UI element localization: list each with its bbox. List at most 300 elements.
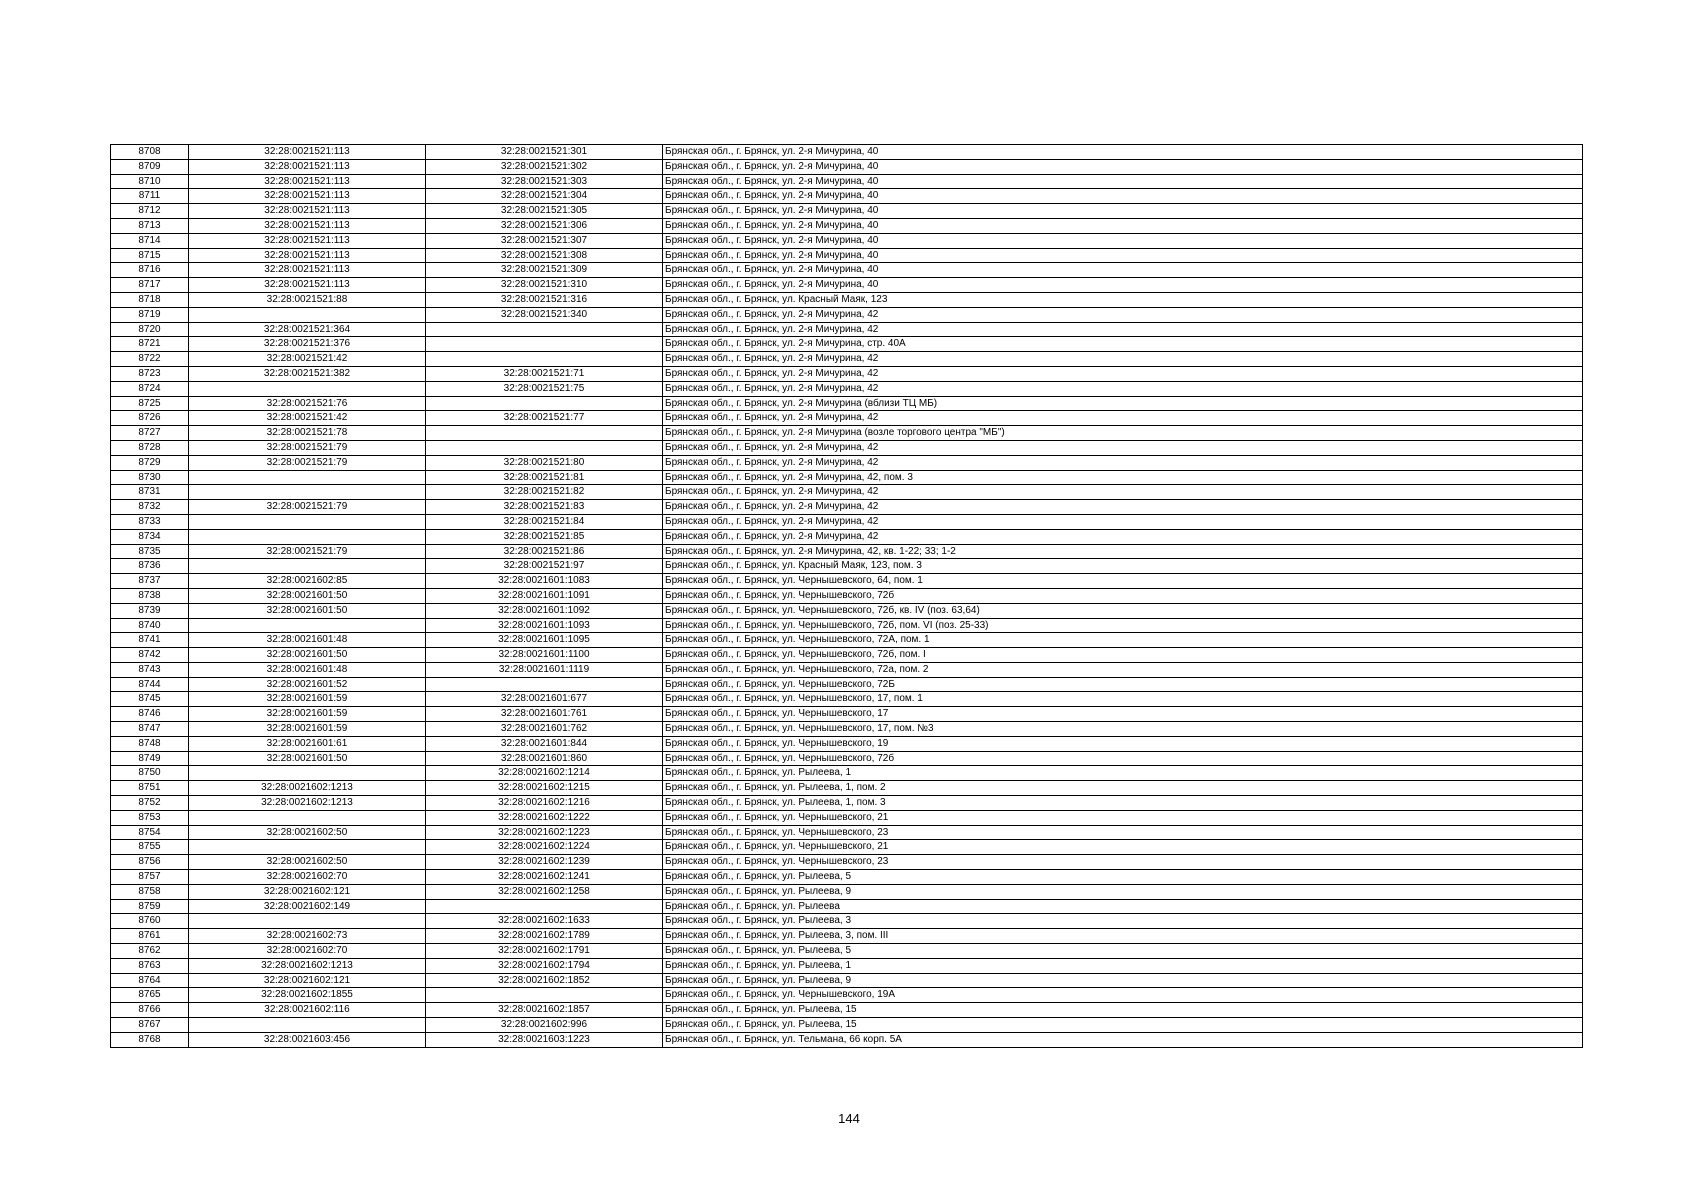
object-cadastral-number-cell: 32:28:0021602:1789 [426,929,663,944]
table-row [111,248,1583,263]
parcel-cadastral-number-cell: 32:28:0021602:121 [189,884,426,899]
table-row [111,218,1583,233]
object-cadastral-number-cell: 32:28:0021521:309 [426,263,663,278]
row-number-cell: 8724 [111,381,189,396]
parcel-cadastral-number-cell: 32:28:0021602:70 [189,870,426,885]
table-row [111,529,1583,544]
address-cell: Брянская обл., г. Брянск, ул. Красный Маяк, 123, пом. 3 [663,559,1583,574]
table-row [111,426,1583,441]
row-number-cell: 8768 [111,1032,189,1047]
object-cadastral-number-cell: 32:28:0021602:1241 [426,870,663,885]
row-number-cell: 8713 [111,218,189,233]
object-cadastral-number-cell [426,988,663,1003]
parcel-cadastral-number-cell [189,307,426,322]
address-cell: Брянская обл., г. Брянск, ул. Чернышевского, 19 [663,736,1583,751]
object-cadastral-number-cell: 32:28:0021521:306 [426,218,663,233]
parcel-cadastral-number-cell: 32:28:0021521:376 [189,337,426,352]
row-number-cell: 8717 [111,278,189,293]
table-row [111,366,1583,381]
parcel-cadastral-number-cell: 32:28:0021601:50 [189,588,426,603]
object-cadastral-number-cell: 32:28:0021521:340 [426,307,663,322]
row-number-cell: 8721 [111,337,189,352]
row-number-cell: 8725 [111,396,189,411]
parcel-cadastral-number-cell: 32:28:0021601:50 [189,751,426,766]
address-cell: Брянская обл., г. Брянск, ул. Чернышевского, 72Б [663,677,1583,692]
object-cadastral-number-cell: 32:28:0021602:1223 [426,825,663,840]
object-cadastral-number-cell: 32:28:0021521:316 [426,292,663,307]
object-cadastral-number-cell: 32:28:0021521:83 [426,500,663,515]
address-cell: Брянская обл., г. Брянск, ул. 2-я Мичурина, 42 [663,529,1583,544]
parcel-cadastral-number-cell: 32:28:0021602:70 [189,944,426,959]
parcel-cadastral-number-cell: 32:28:0021521:42 [189,411,426,426]
parcel-cadastral-number-cell: 32:28:0021602:1213 [189,958,426,973]
row-number-cell: 8712 [111,204,189,219]
parcel-cadastral-number-cell [189,559,426,574]
table-row [111,455,1583,470]
object-cadastral-number-cell: 32:28:0021521:97 [426,559,663,574]
table-row [111,588,1583,603]
object-cadastral-number-cell: 32:28:0021602:1224 [426,840,663,855]
object-cadastral-number-cell: 32:28:0021602:1857 [426,1003,663,1018]
address-cell: Брянская обл., г. Брянск, ул. 2-я Мичурина, 42 [663,352,1583,367]
address-cell: Брянская обл., г. Брянск, ул. Рылеева, 1 [663,766,1583,781]
parcel-cadastral-number-cell: 32:28:0021602:73 [189,929,426,944]
row-number-cell: 8760 [111,914,189,929]
object-cadastral-number-cell: 32:28:0021602:1633 [426,914,663,929]
address-cell: Брянская обл., г. Брянск, ул. 2-я Мичурина, 42 [663,366,1583,381]
row-number-cell: 8719 [111,307,189,322]
row-number-cell: 8740 [111,618,189,633]
object-cadastral-number-cell: 32:28:0021602:1258 [426,884,663,899]
parcel-cadastral-number-cell: 32:28:0021521:382 [189,366,426,381]
object-cadastral-number-cell [426,322,663,337]
object-cadastral-number-cell: 32:28:0021602:1239 [426,855,663,870]
object-cadastral-number-cell: 32:28:0021601:844 [426,736,663,751]
table-row [111,722,1583,737]
parcel-cadastral-number-cell: 32:28:0021521:113 [189,278,426,293]
table-row [111,707,1583,722]
row-number-cell: 8745 [111,692,189,707]
address-cell: Брянская обл., г. Брянск, ул. 2-я Мичурина, 40 [663,278,1583,293]
object-cadastral-number-cell: 32:28:0021521:77 [426,411,663,426]
parcel-cadastral-number-cell: 32:28:0021521:88 [189,292,426,307]
row-number-cell: 8728 [111,440,189,455]
object-cadastral-number-cell: 32:28:0021521:81 [426,470,663,485]
address-cell: Брянская обл., г. Брянск, ул. 2-я Мичурина, 42, кв. 1-22; 33; 1-2 [663,544,1583,559]
object-cadastral-number-cell: 32:28:0021521:307 [426,233,663,248]
parcel-cadastral-number-cell: 32:28:0021521:113 [189,174,426,189]
object-cadastral-number-cell [426,426,663,441]
table-row [111,381,1583,396]
table-row [111,796,1583,811]
object-cadastral-number-cell: 32:28:0021521:303 [426,174,663,189]
row-number-cell: 8767 [111,1018,189,1033]
object-cadastral-number-cell: 32:28:0021521:86 [426,544,663,559]
row-number-cell: 8739 [111,603,189,618]
parcel-cadastral-number-cell [189,840,426,855]
row-number-cell: 8731 [111,485,189,500]
table-row [111,633,1583,648]
address-cell: Брянская обл., г. Брянск, ул. 2-я Мичурина, 42 [663,455,1583,470]
address-cell: Брянская обл., г. Брянск, ул. 2-я Мичурина, 42 [663,381,1583,396]
table-row [111,307,1583,322]
address-cell: Брянская обл., г. Брянск, ул. Рылеева, 5 [663,870,1583,885]
row-number-cell: 8727 [111,426,189,441]
object-cadastral-number-cell: 32:28:0021603:1223 [426,1032,663,1047]
address-cell: Брянская обл., г. Брянск, ул. Чернышевского, 21 [663,810,1583,825]
parcel-cadastral-number-cell: 32:28:0021521:113 [189,159,426,174]
parcel-cadastral-number-cell: 32:28:0021521:113 [189,218,426,233]
table-row [111,189,1583,204]
object-cadastral-number-cell: 32:28:0021602:1214 [426,766,663,781]
row-number-cell: 8754 [111,825,189,840]
parcel-cadastral-number-cell [189,618,426,633]
object-cadastral-number-cell: 32:28:0021601:1092 [426,603,663,618]
table-row [111,662,1583,677]
table-row [111,500,1583,515]
object-cadastral-number-cell: 32:28:0021521:75 [426,381,663,396]
object-cadastral-number-cell: 32:28:0021521:82 [426,485,663,500]
table-row [111,944,1583,959]
parcel-cadastral-number-cell: 32:28:0021602:149 [189,899,426,914]
table-row [111,677,1583,692]
object-cadastral-number-cell [426,352,663,367]
table-row [111,914,1583,929]
table-row [111,899,1583,914]
address-cell: Брянская обл., г. Брянск, ул. Чернышевского, 23 [663,855,1583,870]
table-row [111,810,1583,825]
object-cadastral-number-cell: 32:28:0021521:85 [426,529,663,544]
address-cell: Брянская обл., г. Брянск, ул. Рылеева, 3, пом. III [663,929,1583,944]
row-number-cell: 8736 [111,559,189,574]
object-cadastral-number-cell: 32:28:0021521:308 [426,248,663,263]
row-number-cell: 8734 [111,529,189,544]
object-cadastral-number-cell [426,396,663,411]
row-number-cell: 8746 [111,707,189,722]
table-row [111,603,1583,618]
address-cell: Брянская обл., г. Брянск, ул. Чернышевского, 72б, кв. IV (поз. 63,64) [663,603,1583,618]
parcel-cadastral-number-cell: 32:28:0021601:61 [189,736,426,751]
address-cell: Брянская обл., г. Брянск, ул. Рылеева, 3 [663,914,1583,929]
table-row [111,485,1583,500]
object-cadastral-number-cell: 32:28:0021601:1095 [426,633,663,648]
parcel-cadastral-number-cell: 32:28:0021521:79 [189,455,426,470]
object-cadastral-number-cell: 32:28:0021602:1216 [426,796,663,811]
address-cell: Брянская обл., г. Брянск, ул. Рылеева, 1 [663,958,1583,973]
parcel-cadastral-number-cell [189,914,426,929]
row-number-cell: 8759 [111,899,189,914]
table-row [111,692,1583,707]
address-cell: Брянская обл., г. Брянск, ул. 2-я Мичурина, 42 [663,307,1583,322]
address-cell: Брянская обл., г. Брянск, ул. Чернышевского, 72а, пом. 2 [663,662,1583,677]
parcel-cadastral-number-cell [189,470,426,485]
object-cadastral-number-cell: 32:28:0021602:1222 [426,810,663,825]
parcel-cadastral-number-cell: 32:28:0021521:42 [189,352,426,367]
row-number-cell: 8764 [111,973,189,988]
table-row [111,855,1583,870]
object-cadastral-number-cell: 32:28:0021601:1093 [426,618,663,633]
table-row [111,440,1583,455]
table-row [111,840,1583,855]
table-row [111,618,1583,633]
parcel-cadastral-number-cell [189,766,426,781]
object-cadastral-number-cell: 32:28:0021602:996 [426,1018,663,1033]
table-row [111,204,1583,219]
object-cadastral-number-cell: 32:28:0021602:1791 [426,944,663,959]
object-cadastral-number-cell: 32:28:0021601:1119 [426,662,663,677]
row-number-cell: 8756 [111,855,189,870]
address-cell: Брянская обл., г. Брянск, ул. 2-я Мичурина, 40 [663,218,1583,233]
address-cell: Брянская обл., г. Брянск, ул. 2-я Мичурина, 42 [663,411,1583,426]
parcel-cadastral-number-cell: 32:28:0021601:59 [189,692,426,707]
parcel-cadastral-number-cell: 32:28:0021601:48 [189,662,426,677]
address-cell: Брянская обл., г. Брянск, ул. Рылеева, 1, пом. 2 [663,781,1583,796]
object-cadastral-number-cell: 32:28:0021521:71 [426,366,663,381]
address-cell: Брянская обл., г. Брянск, ул. Красный Маяк, 123 [663,292,1583,307]
object-cadastral-number-cell [426,899,663,914]
address-cell: Брянская обл., г. Брянск, ул. 2-я Мичурина, стр. 40А [663,337,1583,352]
address-cell: Брянская обл., г. Брянск, ул. 2-я Мичурина, 40 [663,159,1583,174]
row-number-cell: 8743 [111,662,189,677]
row-number-cell: 8729 [111,455,189,470]
parcel-cadastral-number-cell: 32:28:0021601:48 [189,633,426,648]
row-number-cell: 8738 [111,588,189,603]
object-cadastral-number-cell: 32:28:0021521:84 [426,514,663,529]
parcel-cadastral-number-cell: 32:28:0021602:50 [189,825,426,840]
address-cell: Брянская обл., г. Брянск, ул. Чернышевского, 21 [663,840,1583,855]
parcel-cadastral-number-cell: 32:28:0021601:59 [189,722,426,737]
parcel-cadastral-number-cell: 32:28:0021521:76 [189,396,426,411]
address-cell: Брянская обл., г. Брянск, ул. Чернышевского, 17, пом. №3 [663,722,1583,737]
table-row [111,1003,1583,1018]
object-cadastral-number-cell: 32:28:0021521:310 [426,278,663,293]
parcel-cadastral-number-cell [189,529,426,544]
parcel-cadastral-number-cell [189,1018,426,1033]
table-row [111,322,1583,337]
address-cell: Брянская обл., г. Брянск, ул. Чернышевского, 64, пом. 1 [663,574,1583,589]
row-number-cell: 8752 [111,796,189,811]
row-number-cell: 8747 [111,722,189,737]
row-number-cell: 8750 [111,766,189,781]
registry-table-body [111,145,1583,1048]
parcel-cadastral-number-cell: 32:28:0021602:85 [189,574,426,589]
parcel-cadastral-number-cell: 32:28:0021521:79 [189,500,426,515]
parcel-cadastral-number-cell [189,485,426,500]
row-number-cell: 8757 [111,870,189,885]
row-number-cell: 8741 [111,633,189,648]
row-number-cell: 8711 [111,189,189,204]
parcel-cadastral-number-cell: 32:28:0021521:113 [189,145,426,160]
object-cadastral-number-cell: 32:28:0021601:762 [426,722,663,737]
object-cadastral-number-cell [426,440,663,455]
table-row [111,988,1583,1003]
row-number-cell: 8766 [111,1003,189,1018]
parcel-cadastral-number-cell: 32:28:0021602:121 [189,973,426,988]
object-cadastral-number-cell: 32:28:0021521:302 [426,159,663,174]
object-cadastral-number-cell: 32:28:0021521:305 [426,204,663,219]
parcel-cadastral-number-cell: 32:28:0021601:52 [189,677,426,692]
table-row [111,396,1583,411]
object-cadastral-number-cell: 32:28:0021601:860 [426,751,663,766]
address-cell: Брянская обл., г. Брянск, ул. Чернышевского, 72б [663,588,1583,603]
row-number-cell: 8762 [111,944,189,959]
object-cadastral-number-cell: 32:28:0021601:1100 [426,648,663,663]
row-number-cell: 8723 [111,366,189,381]
table-row [111,263,1583,278]
table-row [111,1032,1583,1047]
address-cell: Брянская обл., г. Брянск, ул. 2-я Мичурина, 40 [663,145,1583,160]
table-row [111,278,1583,293]
row-number-cell: 8722 [111,352,189,367]
row-number-cell: 8709 [111,159,189,174]
parcel-cadastral-number-cell [189,381,426,396]
parcel-cadastral-number-cell: 32:28:0021521:113 [189,263,426,278]
address-cell: Брянская обл., г. Брянск, ул. Рылеева, 9 [663,884,1583,899]
object-cadastral-number-cell: 32:28:0021601:1091 [426,588,663,603]
parcel-cadastral-number-cell: 32:28:0021521:113 [189,189,426,204]
address-cell: Брянская обл., г. Брянск, ул. Рылеева, 9 [663,973,1583,988]
object-cadastral-number-cell: 32:28:0021602:1794 [426,958,663,973]
object-cadastral-number-cell: 32:28:0021601:1083 [426,574,663,589]
table-row [111,514,1583,529]
address-cell: Брянская обл., г. Брянск, ул. Чернышевского, 72б, пом. I [663,648,1583,663]
table-row [111,544,1583,559]
parcel-cadastral-number-cell: 32:28:0021601:59 [189,707,426,722]
parcel-cadastral-number-cell: 32:28:0021521:113 [189,204,426,219]
object-cadastral-number-cell [426,337,663,352]
address-cell: Брянская обл., г. Брянск, ул. Рылеева, 15 [663,1018,1583,1033]
address-cell: Брянская обл., г. Брянск, ул. Рылеева, 5 [663,944,1583,959]
table-row [111,292,1583,307]
parcel-cadastral-number-cell: 32:28:0021521:78 [189,426,426,441]
table-row [111,781,1583,796]
address-cell: Брянская обл., г. Брянск, ул. 2-я Мичурина, 40 [663,233,1583,248]
parcel-cadastral-number-cell [189,514,426,529]
parcel-cadastral-number-cell [189,810,426,825]
row-number-cell: 8733 [111,514,189,529]
address-cell: Брянская обл., г. Брянск, ул. Рылеева [663,899,1583,914]
address-cell: Брянская обл., г. Брянск, ул. 2-я Мичурина, 42 [663,485,1583,500]
address-cell: Брянская обл., г. Брянск, ул. Рылеева, 1, пом. 3 [663,796,1583,811]
row-number-cell: 8715 [111,248,189,263]
table-row [111,337,1583,352]
row-number-cell: 8765 [111,988,189,1003]
address-cell: Брянская обл., г. Брянск, ул. 2-я Мичурина, 42 [663,322,1583,337]
table-row [111,470,1583,485]
row-number-cell: 8714 [111,233,189,248]
parcel-cadastral-number-cell: 32:28:0021601:50 [189,603,426,618]
address-cell: Брянская обл., г. Брянск, ул. Чернышевского, 19А [663,988,1583,1003]
parcel-cadastral-number-cell: 32:28:0021602:1855 [189,988,426,1003]
table-row [111,884,1583,899]
table-row [111,411,1583,426]
address-cell: Брянская обл., г. Брянск, ул. 2-я Мичурина, 40 [663,248,1583,263]
table-row [111,736,1583,751]
row-number-cell: 8737 [111,574,189,589]
address-cell: Брянская обл., г. Брянск, ул. Чернышевского, 72б, пом. VI (поз. 25-33) [663,618,1583,633]
address-cell: Брянская обл., г. Брянск, ул. Чернышевского, 72б [663,751,1583,766]
table-row [111,559,1583,574]
object-cadastral-number-cell: 32:28:0021601:677 [426,692,663,707]
row-number-cell: 8735 [111,544,189,559]
address-cell: Брянская обл., г. Брянск, ул. Чернышевского, 72А, пом. 1 [663,633,1583,648]
row-number-cell: 8708 [111,145,189,160]
row-number-cell: 8758 [111,884,189,899]
address-cell: Брянская обл., г. Брянск, ул. 2-я Мичурина, 40 [663,204,1583,219]
table-row [111,159,1583,174]
table-row [111,870,1583,885]
table-row [111,766,1583,781]
table-row [111,233,1583,248]
row-number-cell: 8749 [111,751,189,766]
row-number-cell: 8716 [111,263,189,278]
row-number-cell: 8730 [111,470,189,485]
row-number-cell: 8710 [111,174,189,189]
parcel-cadastral-number-cell: 32:28:0021521:364 [189,322,426,337]
address-cell: Брянская обл., г. Брянск, ул. Тельмана, 66 корп. 5А [663,1032,1583,1047]
object-cadastral-number-cell: 32:28:0021602:1852 [426,973,663,988]
table-row [111,574,1583,589]
row-number-cell: 8744 [111,677,189,692]
row-number-cell: 8718 [111,292,189,307]
object-cadastral-number-cell: 32:28:0021601:761 [426,707,663,722]
parcel-cadastral-number-cell: 32:28:0021602:116 [189,1003,426,1018]
address-cell: Брянская обл., г. Брянск, ул. 2-я Мичурина, 40 [663,174,1583,189]
row-number-cell: 8753 [111,810,189,825]
address-cell: Брянская обл., г. Брянск, ул. 2-я Мичурина (возле торгового центра "МБ") [663,426,1583,441]
row-number-cell: 8732 [111,500,189,515]
table-row [111,174,1583,189]
row-number-cell: 8742 [111,648,189,663]
address-cell: Брянская обл., г. Брянск, ул. 2-я Мичурина, 40 [663,189,1583,204]
registry-table [110,144,1583,1048]
parcel-cadastral-number-cell: 32:28:0021521:79 [189,440,426,455]
object-cadastral-number-cell: 32:28:0021521:304 [426,189,663,204]
address-cell: Брянская обл., г. Брянск, ул. 2-я Мичурина (вблизи ТЦ МБ) [663,396,1583,411]
object-cadastral-number-cell: 32:28:0021521:301 [426,145,663,160]
address-cell: Брянская обл., г. Брянск, ул. 2-я Мичурина, 42 [663,440,1583,455]
address-cell: Брянская обл., г. Брянск, ул. 2-я Мичурина, 42, пом. 3 [663,470,1583,485]
parcel-cadastral-number-cell: 32:28:0021603:456 [189,1032,426,1047]
parcel-cadastral-number-cell: 32:28:0021521:113 [189,248,426,263]
row-number-cell: 8763 [111,958,189,973]
object-cadastral-number-cell [426,677,663,692]
address-cell: Брянская обл., г. Брянск, ул. Чернышевского, 17 [663,707,1583,722]
parcel-cadastral-number-cell: 32:28:0021601:50 [189,648,426,663]
parcel-cadastral-number-cell: 32:28:0021602:50 [189,855,426,870]
table-row [111,929,1583,944]
address-cell: Брянская обл., г. Брянск, ул. Чернышевского, 23 [663,825,1583,840]
table-row [111,352,1583,367]
parcel-cadastral-number-cell: 32:28:0021602:1213 [189,796,426,811]
address-cell: Брянская обл., г. Брянск, ул. Чернышевского, 17, пом. 1 [663,692,1583,707]
address-cell: Брянская обл., г. Брянск, ул. Рылеева, 15 [663,1003,1583,1018]
row-number-cell: 8755 [111,840,189,855]
row-number-cell: 8748 [111,736,189,751]
table-row [111,973,1583,988]
table-row [111,825,1583,840]
row-number-cell: 8751 [111,781,189,796]
object-cadastral-number-cell: 32:28:0021521:80 [426,455,663,470]
parcel-cadastral-number-cell: 32:28:0021602:1213 [189,781,426,796]
object-cadastral-number-cell: 32:28:0021602:1215 [426,781,663,796]
parcel-cadastral-number-cell: 32:28:0021521:113 [189,233,426,248]
address-cell: Брянская обл., г. Брянск, ул. 2-я Мичурина, 40 [663,263,1583,278]
table-row [111,1018,1583,1033]
parcel-cadastral-number-cell: 32:28:0021521:79 [189,544,426,559]
page-number: 144 [838,1111,860,1126]
table-row [111,648,1583,663]
